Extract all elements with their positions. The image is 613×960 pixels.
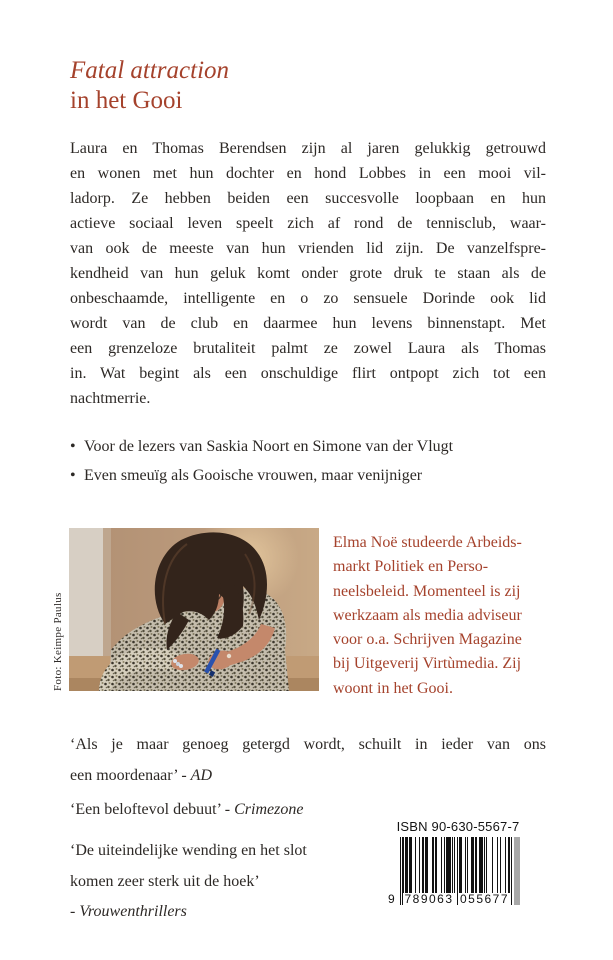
quote-source: AD (190, 766, 212, 784)
barcode-bar (500, 837, 501, 893)
quote-source: - Vrouwenthrillers (70, 903, 187, 920)
page-title: Fatal attraction (70, 57, 230, 84)
barcode-digits-left: 789063 (404, 892, 454, 906)
synopsis-line: nachtmerrie. (70, 390, 151, 407)
barcode-bar (465, 837, 466, 893)
barcode-bar (435, 837, 436, 893)
bio-line: werkzaam als media adviseur (333, 606, 522, 624)
barcode-bar (505, 837, 506, 893)
barcode-bar (415, 837, 416, 893)
barcode-bar (432, 837, 434, 893)
quote-line: ‘Als je maar genoeg getergd wordt, schuilt in ieder van ons (70, 736, 546, 753)
barcode-lead-digit: 9 (388, 892, 395, 906)
synopsis-line: wordt van de club en daarmee hun levens binnenstapt. Met (70, 315, 546, 332)
bio-line: Elma Noë studeerde Arbeids- (333, 534, 522, 551)
bio-line: voor o.a. Schrijven Magazine (333, 631, 522, 649)
photo-credit: Foto: Keimpe Paulus (52, 592, 64, 691)
quote-text: ‘Een beloftevol debuut’ - (70, 801, 235, 818)
barcode-bar (475, 837, 476, 893)
bio-line: bij Uitgeverij Virtùmedia. Zij (333, 655, 522, 673)
barcode-bar (444, 837, 445, 893)
author-photo (69, 528, 319, 691)
barcode-bar (419, 837, 420, 893)
barcode-bar (459, 837, 463, 893)
review-quote-ad (70, 730, 546, 791)
quote-line: komen zeer sterk uit de hoek’ (70, 872, 260, 890)
author-photo-illustration (69, 528, 319, 691)
barcode-bar (409, 837, 411, 893)
barcode-bar (479, 837, 483, 893)
quote-line (70, 761, 546, 792)
barcode-bar (422, 837, 423, 893)
barcode-digits-right: 055677 (459, 892, 510, 906)
barcode (388, 837, 512, 906)
list-item (70, 433, 453, 462)
barcode-bar (452, 837, 453, 893)
barcode-bar (471, 837, 475, 893)
barcode-bar (497, 837, 498, 893)
synopsis-line: een grenzeloze brutaliteit palmt ze zowel Laura als Thomas (70, 340, 546, 357)
barcode-quiet-zone-bar (514, 837, 520, 905)
synopsis-line: onbeschaamde, intelligente en o zo sensuele Dorinde ook lid (70, 290, 546, 307)
bullet-icon: • (70, 466, 76, 484)
selling-points (70, 433, 453, 490)
quote-source: Crimezone (234, 801, 304, 818)
barcode-bar (400, 837, 401, 905)
isbn-label: ISBN 90-630-5567-7 (396, 819, 520, 834)
bullet-text: Even smeuïg als Gooische vrouwen, maar venijniger (84, 466, 423, 484)
barcode-bar (457, 837, 458, 905)
title-block (70, 56, 229, 116)
barcode-bar (405, 837, 409, 893)
synopsis-line: in. Wat begint als een onschuldige flirt ontpopt zich tot een (70, 365, 546, 382)
synopsis-line: actieve sociaal leven speelt zich af rond de tennisclub, waar- (70, 215, 546, 232)
author-bio (333, 531, 568, 701)
barcode-bar (486, 837, 487, 893)
synopsis-line: van ook de meeste van hun vrienden lid zijn. De vanzelfspre- (70, 240, 546, 257)
synopsis-line: en wonen met hun dochter en hond Lobbes in een mooi vil- (70, 165, 546, 182)
bio-line: woont in het Gooi. (333, 679, 453, 697)
barcode-bar (511, 837, 512, 905)
bullet-text: Voor de lezers van Saskia Noort en Simone van der Vlugt (84, 438, 454, 455)
bio-line: neelsbeleid. Momenteel is zij (333, 582, 521, 600)
list-item (70, 462, 453, 491)
quote-line: ‘De uiteindelijke wending en het slot (70, 842, 307, 859)
barcode-bar (446, 837, 451, 893)
quote-text: een moordenaar’ - (70, 766, 191, 784)
barcode-bar (467, 837, 468, 893)
barcode-bar (441, 837, 442, 893)
synopsis-line: Laura en Thomas Berendsen zijn al jaren gelukkig getrouwd (70, 140, 546, 157)
synopsis (70, 136, 546, 411)
barcode-bar (484, 837, 485, 893)
bio-line: markt Politiek en Perso- (333, 558, 489, 576)
barcode-bar (492, 837, 493, 893)
bullet-icon: • (70, 438, 76, 455)
barcode-bar (425, 837, 429, 893)
synopsis-line: ladorp. Ze hebben beiden een succesvolle loopbaan en hun (70, 190, 546, 207)
synopsis-line: kendheid van hun geluk komt onder grote druk te staan als de (70, 265, 546, 282)
page-subtitle: in het Gooi (70, 87, 183, 114)
